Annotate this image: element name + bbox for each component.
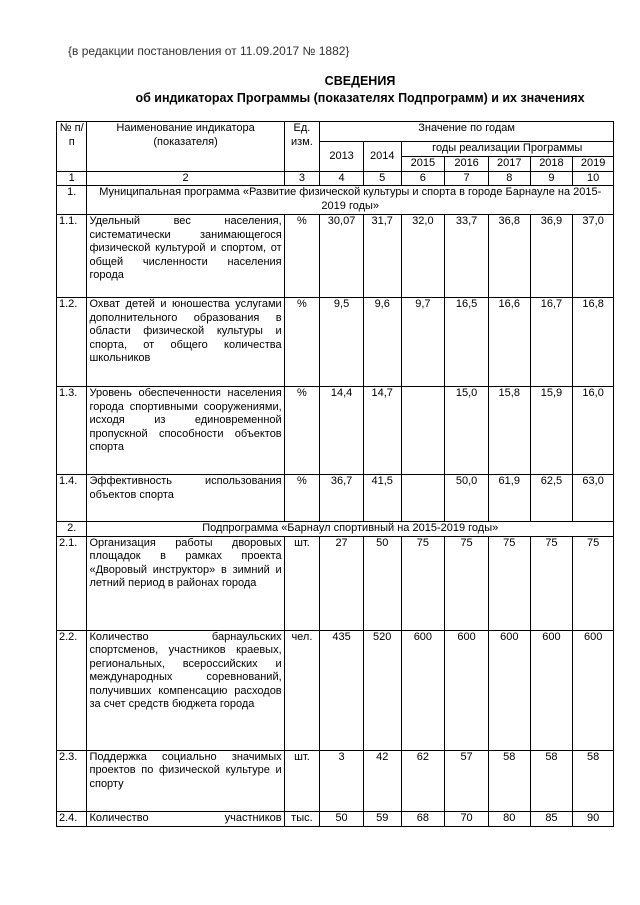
row-value: 41,5 [363,475,401,522]
row-value: 85 [530,811,573,826]
col-number: 9 [530,171,573,186]
row-value: 520 [363,630,401,750]
header-year-2019: 2019 [573,157,614,172]
table-row [57,298,614,387]
page-subtitle: об индикаторах Программы (показателях Подпрограмм) и их значениях [135,91,585,105]
row-num: 2.3. [57,750,87,811]
section-row [57,522,614,537]
row-value: 58 [530,750,573,811]
table-row [57,475,614,522]
header-num: № п/п [57,122,87,172]
table-row [57,536,614,630]
row-value: 16,6 [488,298,530,387]
row-value: 58 [488,750,530,811]
section-title: Муниципальная программа «Развитие физической культуры и спорта в городе Барнауле на 2015-2019 годы» [87,186,614,215]
table-row [57,387,614,475]
row-num: 2.4. [57,811,87,826]
row-value [401,387,445,475]
table-row [57,215,614,298]
row-value: 600 [401,630,445,750]
col-number: 10 [573,171,614,186]
row-value: 16,8 [573,298,614,387]
row-name: Количество барнаульских спортсменов, участников краевых, региональных, всероссийских и международных соревнований, получивших компенсацию расходов за счет средств бюджета города [87,630,284,750]
row-value: 30,07 [320,215,364,298]
row-value: 14,4 [320,387,364,475]
row-value: 36,8 [488,215,530,298]
row-name: Организация работы дворовых площадок в рамках проекта «Дворовый инструктор» в зимний и летний период в районах города [87,536,284,630]
section-num: 2. [57,522,87,537]
row-value: 36,9 [530,215,573,298]
row-unit: % [284,475,320,522]
row-value: 9,7 [401,298,445,387]
row-value: 50,0 [445,475,489,522]
row-value: 16,0 [573,387,614,475]
col-number: 3 [284,171,320,186]
row-value: 80 [488,811,530,826]
row-unit: чел. [284,630,320,750]
indicators-table [56,121,614,827]
section-row [57,186,614,215]
redaction-note: {в редакции постановления от 11.09.2017 № 1882} [68,44,350,58]
row-value: 600 [530,630,573,750]
row-value [401,475,445,522]
row-value: 27 [320,536,364,630]
row-value: 15,0 [445,387,489,475]
col-number: 8 [488,171,530,186]
row-value: 62,5 [530,475,573,522]
row-value: 50 [320,811,364,826]
header-year-2016: 2016 [445,157,489,172]
row-value: 37,0 [573,215,614,298]
row-value: 16,5 [445,298,489,387]
section-title: Подпрограмма «Барнаул спортивный на 2015-2019 годы» [87,522,614,537]
row-value: 15,8 [488,387,530,475]
row-value: 70 [445,811,489,826]
header-year-2017: 2017 [488,157,530,172]
header-year-2013: 2013 [320,142,364,172]
row-value: 68 [401,811,445,826]
table-row [57,750,614,811]
row-value: 75 [445,536,489,630]
row-value: 63,0 [573,475,614,522]
row-value: 33,7 [445,215,489,298]
row-unit: % [284,215,320,298]
row-value: 90 [573,811,614,826]
col-number: 7 [445,171,489,186]
row-num: 2.1. [57,536,87,630]
row-unit: % [284,298,320,387]
header-year-2014: 2014 [363,142,401,172]
row-unit: % [284,387,320,475]
row-value: 600 [445,630,489,750]
row-value: 59 [363,811,401,826]
row-value: 62 [401,750,445,811]
row-name: Удельный вес населения, систематически занимающегося физической культурой и спортом, от общей численности населения города [87,215,284,298]
header-year-2018: 2018 [530,157,573,172]
row-value: 50 [363,536,401,630]
row-value: 36,7 [320,475,364,522]
page-title: СВЕДЕНИЯ [324,74,396,88]
row-value: 3 [320,750,364,811]
row-value: 75 [401,536,445,630]
header-name: Наименование индикатора (показателя) [87,122,284,172]
row-value: 16,7 [530,298,573,387]
row-value: 600 [488,630,530,750]
row-value: 9,5 [320,298,364,387]
row-num: 1.4. [57,475,87,522]
row-value: 31,7 [363,215,401,298]
row-value: 61,9 [488,475,530,522]
table-row [57,811,614,826]
section-num: 1. [57,186,87,215]
column-numbers-row [57,171,614,186]
row-num: 1.2. [57,298,87,387]
col-number: 2 [87,171,284,186]
row-value: 75 [530,536,573,630]
row-num: 1.3. [57,387,87,475]
row-unit: тыс. [284,811,320,826]
table-row [57,630,614,750]
row-unit: шт. [284,750,320,811]
row-unit: шт. [284,536,320,630]
row-value: 32,0 [401,215,445,298]
col-number: 4 [320,171,364,186]
row-value: 15,9 [530,387,573,475]
row-value: 9,6 [363,298,401,387]
col-number: 6 [401,171,445,186]
row-value: 42 [363,750,401,811]
row-value: 57 [445,750,489,811]
col-number: 5 [363,171,401,186]
row-value: 75 [488,536,530,630]
row-value: 75 [573,536,614,630]
row-value: 14,7 [363,387,401,475]
row-name: Поддержка социально значимых проектов по физической культуре и спорту [87,750,284,811]
row-name: Эффективность использования объектов спорта [87,475,284,522]
row-name: Охват детей и юношества услугами дополнительного образования в области физической культуры и спорта, от общего количества школьников [87,298,284,387]
row-value: 600 [573,630,614,750]
header-unit: Ед. изм. [284,122,320,172]
row-name: Количество участников [87,811,284,826]
row-name: Уровень обеспеченности населения города спортивными сооружениями, исходя из единовременной пропускной способности объектов спорта [87,387,284,475]
header-years-group: годы реализации Программы [401,142,613,157]
row-value: 58 [573,750,614,811]
row-num: 1.1. [57,215,87,298]
header-year-2015: 2015 [401,157,445,172]
row-num: 2.2. [57,630,87,750]
header-values: Значение по годам [320,122,614,142]
col-number: 1 [57,171,87,186]
row-value: 435 [320,630,364,750]
